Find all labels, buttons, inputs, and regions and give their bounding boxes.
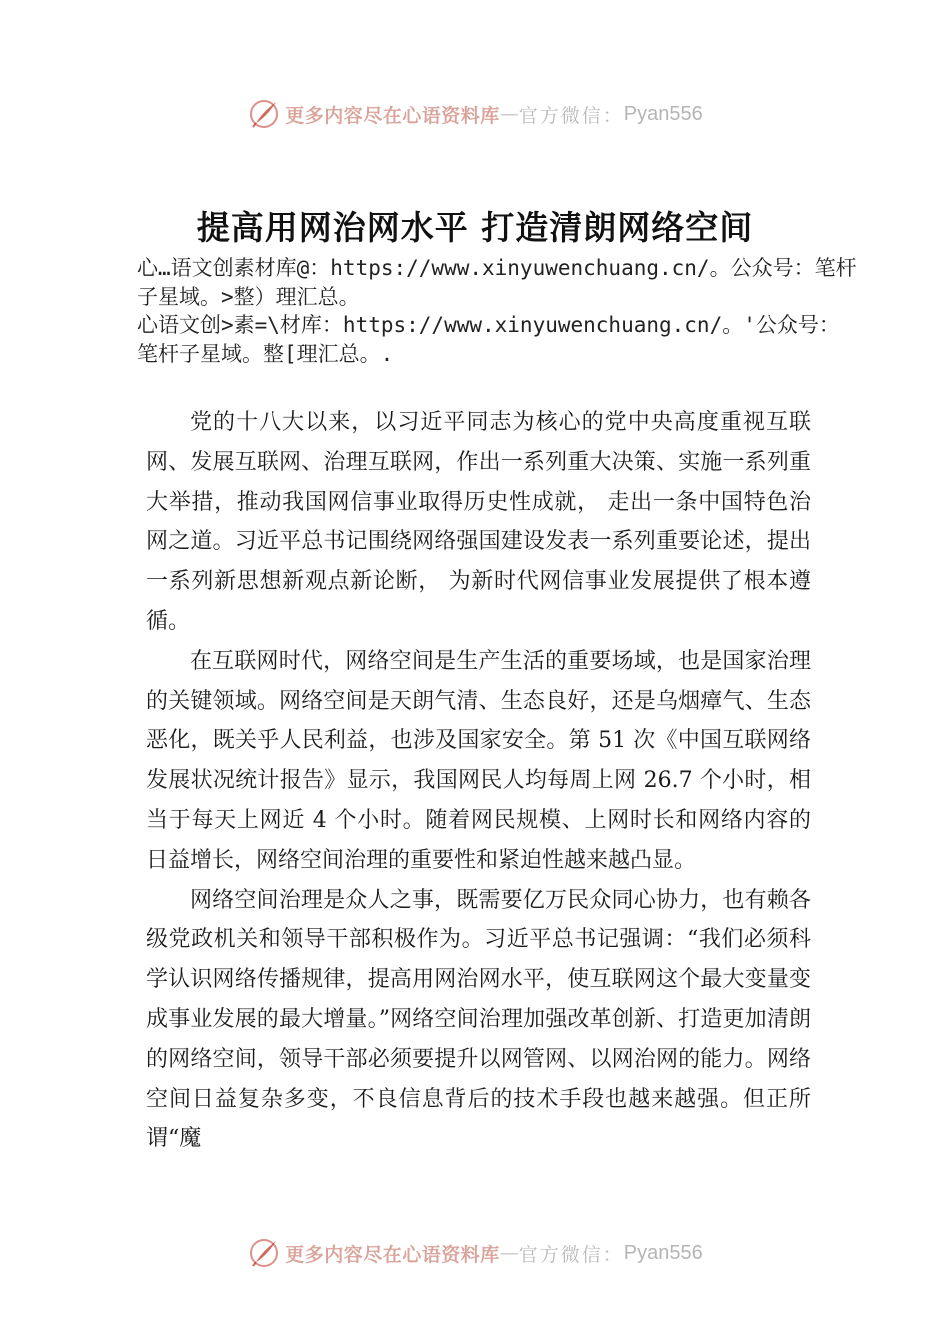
banner-separator: —: [499, 1242, 519, 1264]
banner-wechat-label: 官方微信：: [518, 104, 624, 127]
banner-wechat-label: 官方微信：: [518, 1243, 624, 1266]
header-banner: [0, 94, 950, 134]
banner-site-text: 更多内容尽在心语资料库: [285, 1243, 500, 1266]
document-body: [146, 403, 811, 1159]
document-title: 提高用网治网水平 打造清朗网络空间: [196, 208, 754, 247]
paragraph-2: 在互联网时代，网络空间是生产生活的重要场域，也是国家治理的关键领域。网络空间是天朗气清、生态良好，还是乌烟瘴气、生态恶化，既关乎人民利益，也涉及国家安全。第 51 次《中国互联网络发展状况统计报告》显示，我国网民人均每周上网 26.7 个小时，相当于每天上网近 4 个小时。随着网民规模、上网时长和网络内容的日益增长，网络空间治理的重要性和紧迫性越来越凸显。: [146, 648, 811, 873]
paragraph-1: 党的十八大以来，以习近平同志为核心的党中央高度重视互联网、发展互联网、治理互联网，作出一系列重大决策、实施一系列重大举措，推动我国网信事业取得历史性成就， 走出一条中国特色治网之道。习近平总书记围绕网络强国建设发表一系列重要论述，提出一系列新思想新观点新论断， 为新时代网信事业发展提供了根本遵循。: [146, 410, 811, 634]
paragraph-3: 网络空间治理是众人之事，既需要亿万民众同心协力，也有赖各级党政机关和领导干部积极作为。习近平总书记强调：“我们必须科学认识网络传播规律，提高用网治网水平，使互联网这个最大变量变成事业发展的最大增量。”网络空间治理加强改革创新、打造更加清朗的网络空间，领导干部必须要提升以网管网、以网治网的能力。网络空间日益复杂多变，不良信息背后的技术手段也越来越强。但正所谓“魔: [146, 887, 811, 1152]
banner-site-text: 更多内容尽在心语资料库: [285, 104, 500, 127]
banner-wechat-id: Pyan556: [623, 102, 703, 125]
source-line-2: 心语文创>素=\材库：https://www.xinyuwenchuang.cn/。'公众号：笔杆子星域。整[理汇总。.: [137, 313, 840, 366]
banner-wechat-id: Pyan556: [623, 1241, 703, 1264]
footer-banner: [0, 1233, 950, 1273]
source-line-1: 心…语文创素材库@：https://www.xinyuwenchuang.cn/。公众号：笔杆子星域。>整）理汇总。: [137, 256, 857, 309]
quill-pen-logo-icon: [247, 97, 281, 131]
banner-separator: —: [499, 103, 519, 125]
quill-pen-logo-icon: [247, 1236, 281, 1270]
